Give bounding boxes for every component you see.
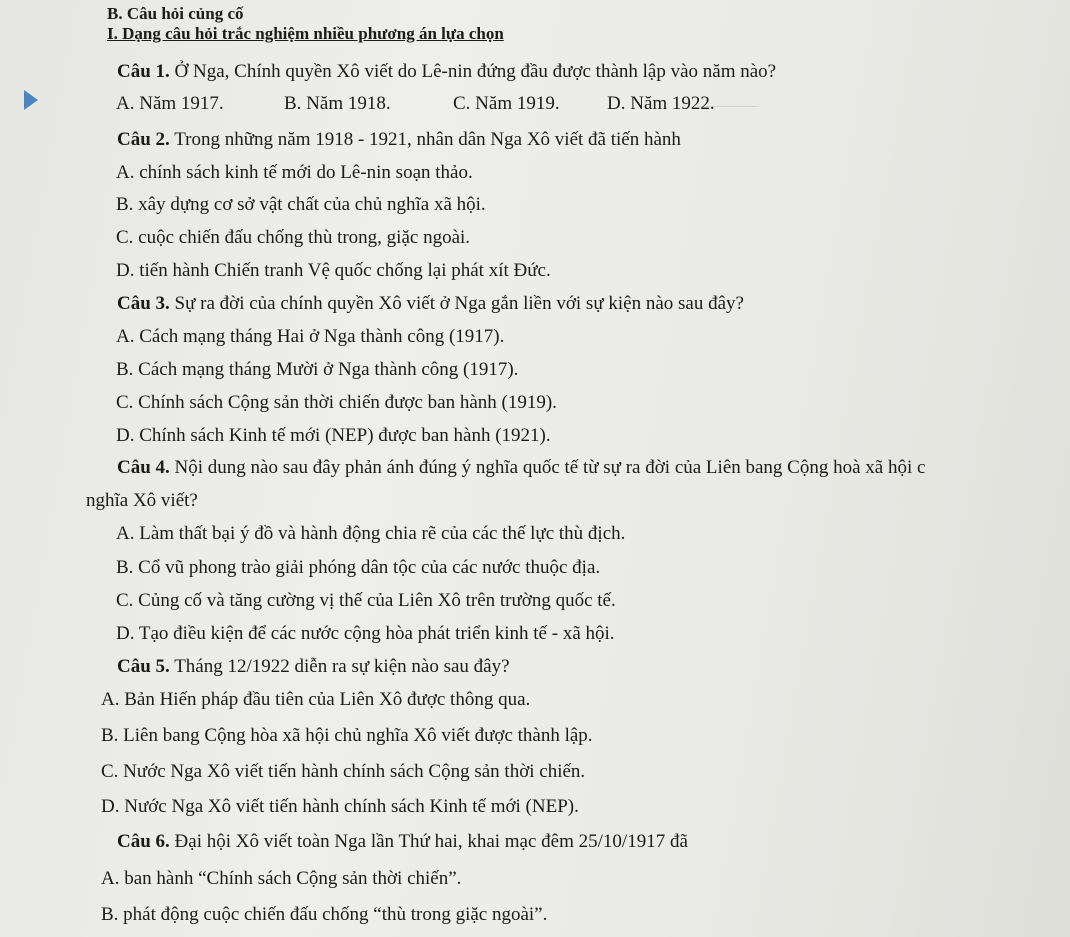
question-6-option-a: A. ban hành “Chính sách Cộng sản thời chiến”.	[101, 868, 462, 889]
question-4-text: Nội dung nào sau đây phản ánh đúng ý nghĩa quốc tế từ sự ra đời của Liên bang Cộng hoà xã hội c	[169, 457, 926, 478]
question-4-label: Câu 4.	[117, 457, 170, 478]
question-1-label: Câu 1.	[117, 61, 170, 82]
question-4-option-d: D. Tạo điều kiện để các nước cộng hòa phát triển kinh tế - xã hội.	[116, 623, 615, 644]
question-1-option-a: A. Năm 1917.	[116, 93, 224, 114]
question-6-text: Đại hội Xô viết toàn Nga lần Thứ hai, khai mạc đêm 25/10/1917 đã	[169, 831, 688, 852]
section-subtitle	[107, 25, 504, 42]
question-5-option-c: C. Nước Nga Xô viết tiến hành chính sách Cộng sản thời chiến.	[101, 761, 586, 782]
question-3-option-b: B. Cách mạng tháng Mười ở Nga thành công (1917).	[116, 359, 519, 380]
blue-tab-marker	[24, 90, 38, 110]
question-4-option-c: C. Củng cố và tăng cường vị thế của Liên Xô trên trường quốc tế.	[116, 590, 616, 611]
question-1	[117, 62, 776, 81]
question-3-option-a: A. Cách mạng tháng Hai ở Nga thành công (1917).	[116, 326, 505, 347]
question-1-option-d: D. Năm 1922.	[607, 93, 715, 114]
question-1-option-c: C. Năm 1919.	[453, 93, 560, 114]
question-4-option-b: B. Cổ vũ phong trào giải phóng dân tộc của các nước thuộc địa.	[116, 557, 601, 578]
question-4-text-continued: nghĩa Xô viết?	[86, 490, 198, 511]
question-2	[117, 130, 681, 149]
question-4-option-a: A. Làm thất bại ý đồ và hành động chia rẽ của các thế lực thù địch.	[116, 523, 626, 544]
question-3-option-c: C. Chính sách Cộng sản thời chiến được ban hành (1919).	[116, 392, 557, 413]
section-title-text: B. Câu hỏi củng cố	[107, 4, 244, 23]
question-3-label: Câu 3.	[117, 293, 170, 314]
question-2-option-c: C. cuộc chiến đấu chống thù trong, giặc ngoài.	[116, 227, 471, 248]
question-5-option-b: B. Liên bang Cộng hòa xã hội chủ nghĩa Xô viết được thành lập.	[101, 725, 593, 746]
question-2-text: Trong những năm 1918 - 1921, nhân dân Nga Xô viết đã tiến hành	[169, 129, 681, 150]
question-2-option-a: A. chính sách kinh tế mới do Lê-nin soạn thảo.	[116, 162, 473, 183]
question-1-text: Ở Nga, Chính quyền Xô viết do Lê-nin đứng đầu được thành lập vào năm nào?	[169, 61, 777, 82]
bleed-through-texture: ̶ ̶ ̶ ̶ ̶ ̶ ̶ ̶ ̶ ̶ ̶ ̶ ̶ ̶ ̶ ̶ ̶	[700, 100, 756, 115]
question-3-text: Sự ra đời của chính quyền Xô viết ở Nga gắn liền với sự kiện nào sau đây?	[169, 293, 744, 314]
question-5-text: Tháng 12/1922 diễn ra sự kiện nào sau đây?	[169, 656, 510, 677]
question-5-label: Câu 5.	[117, 656, 170, 677]
question-3-option-d: D. Chính sách Kinh tế mới (NEP) được ban hành (1921).	[116, 425, 551, 446]
question-5-option-d: D. Nước Nga Xô viết tiến hành chính sách Kinh tế mới (NEP).	[101, 796, 579, 817]
section-title	[107, 5, 244, 22]
question-2-option-b: B. xây dựng cơ sở vật chất của chủ nghĩa xã hội.	[116, 194, 486, 215]
question-6	[117, 832, 688, 851]
section-subtitle-text: I. Dạng câu hỏi trắc nghiệm nhiều phương án lựa chọn	[107, 24, 504, 43]
question-1-option-b: B. Năm 1918.	[284, 93, 391, 114]
question-5	[117, 657, 510, 676]
question-2-option-d: D. tiến hành Chiến tranh Vệ quốc chống lại phát xít Đức.	[116, 260, 551, 281]
question-5-option-a: A. Bản Hiến pháp đầu tiên của Liên Xô được thông qua.	[101, 689, 531, 710]
question-4	[117, 458, 925, 477]
question-6-option-b: B. phát động cuộc chiến đấu chống “thù trong giặc ngoài”.	[101, 904, 548, 925]
question-6-label: Câu 6.	[117, 831, 170, 852]
question-2-label: Câu 2.	[117, 129, 170, 150]
question-3	[117, 294, 744, 313]
